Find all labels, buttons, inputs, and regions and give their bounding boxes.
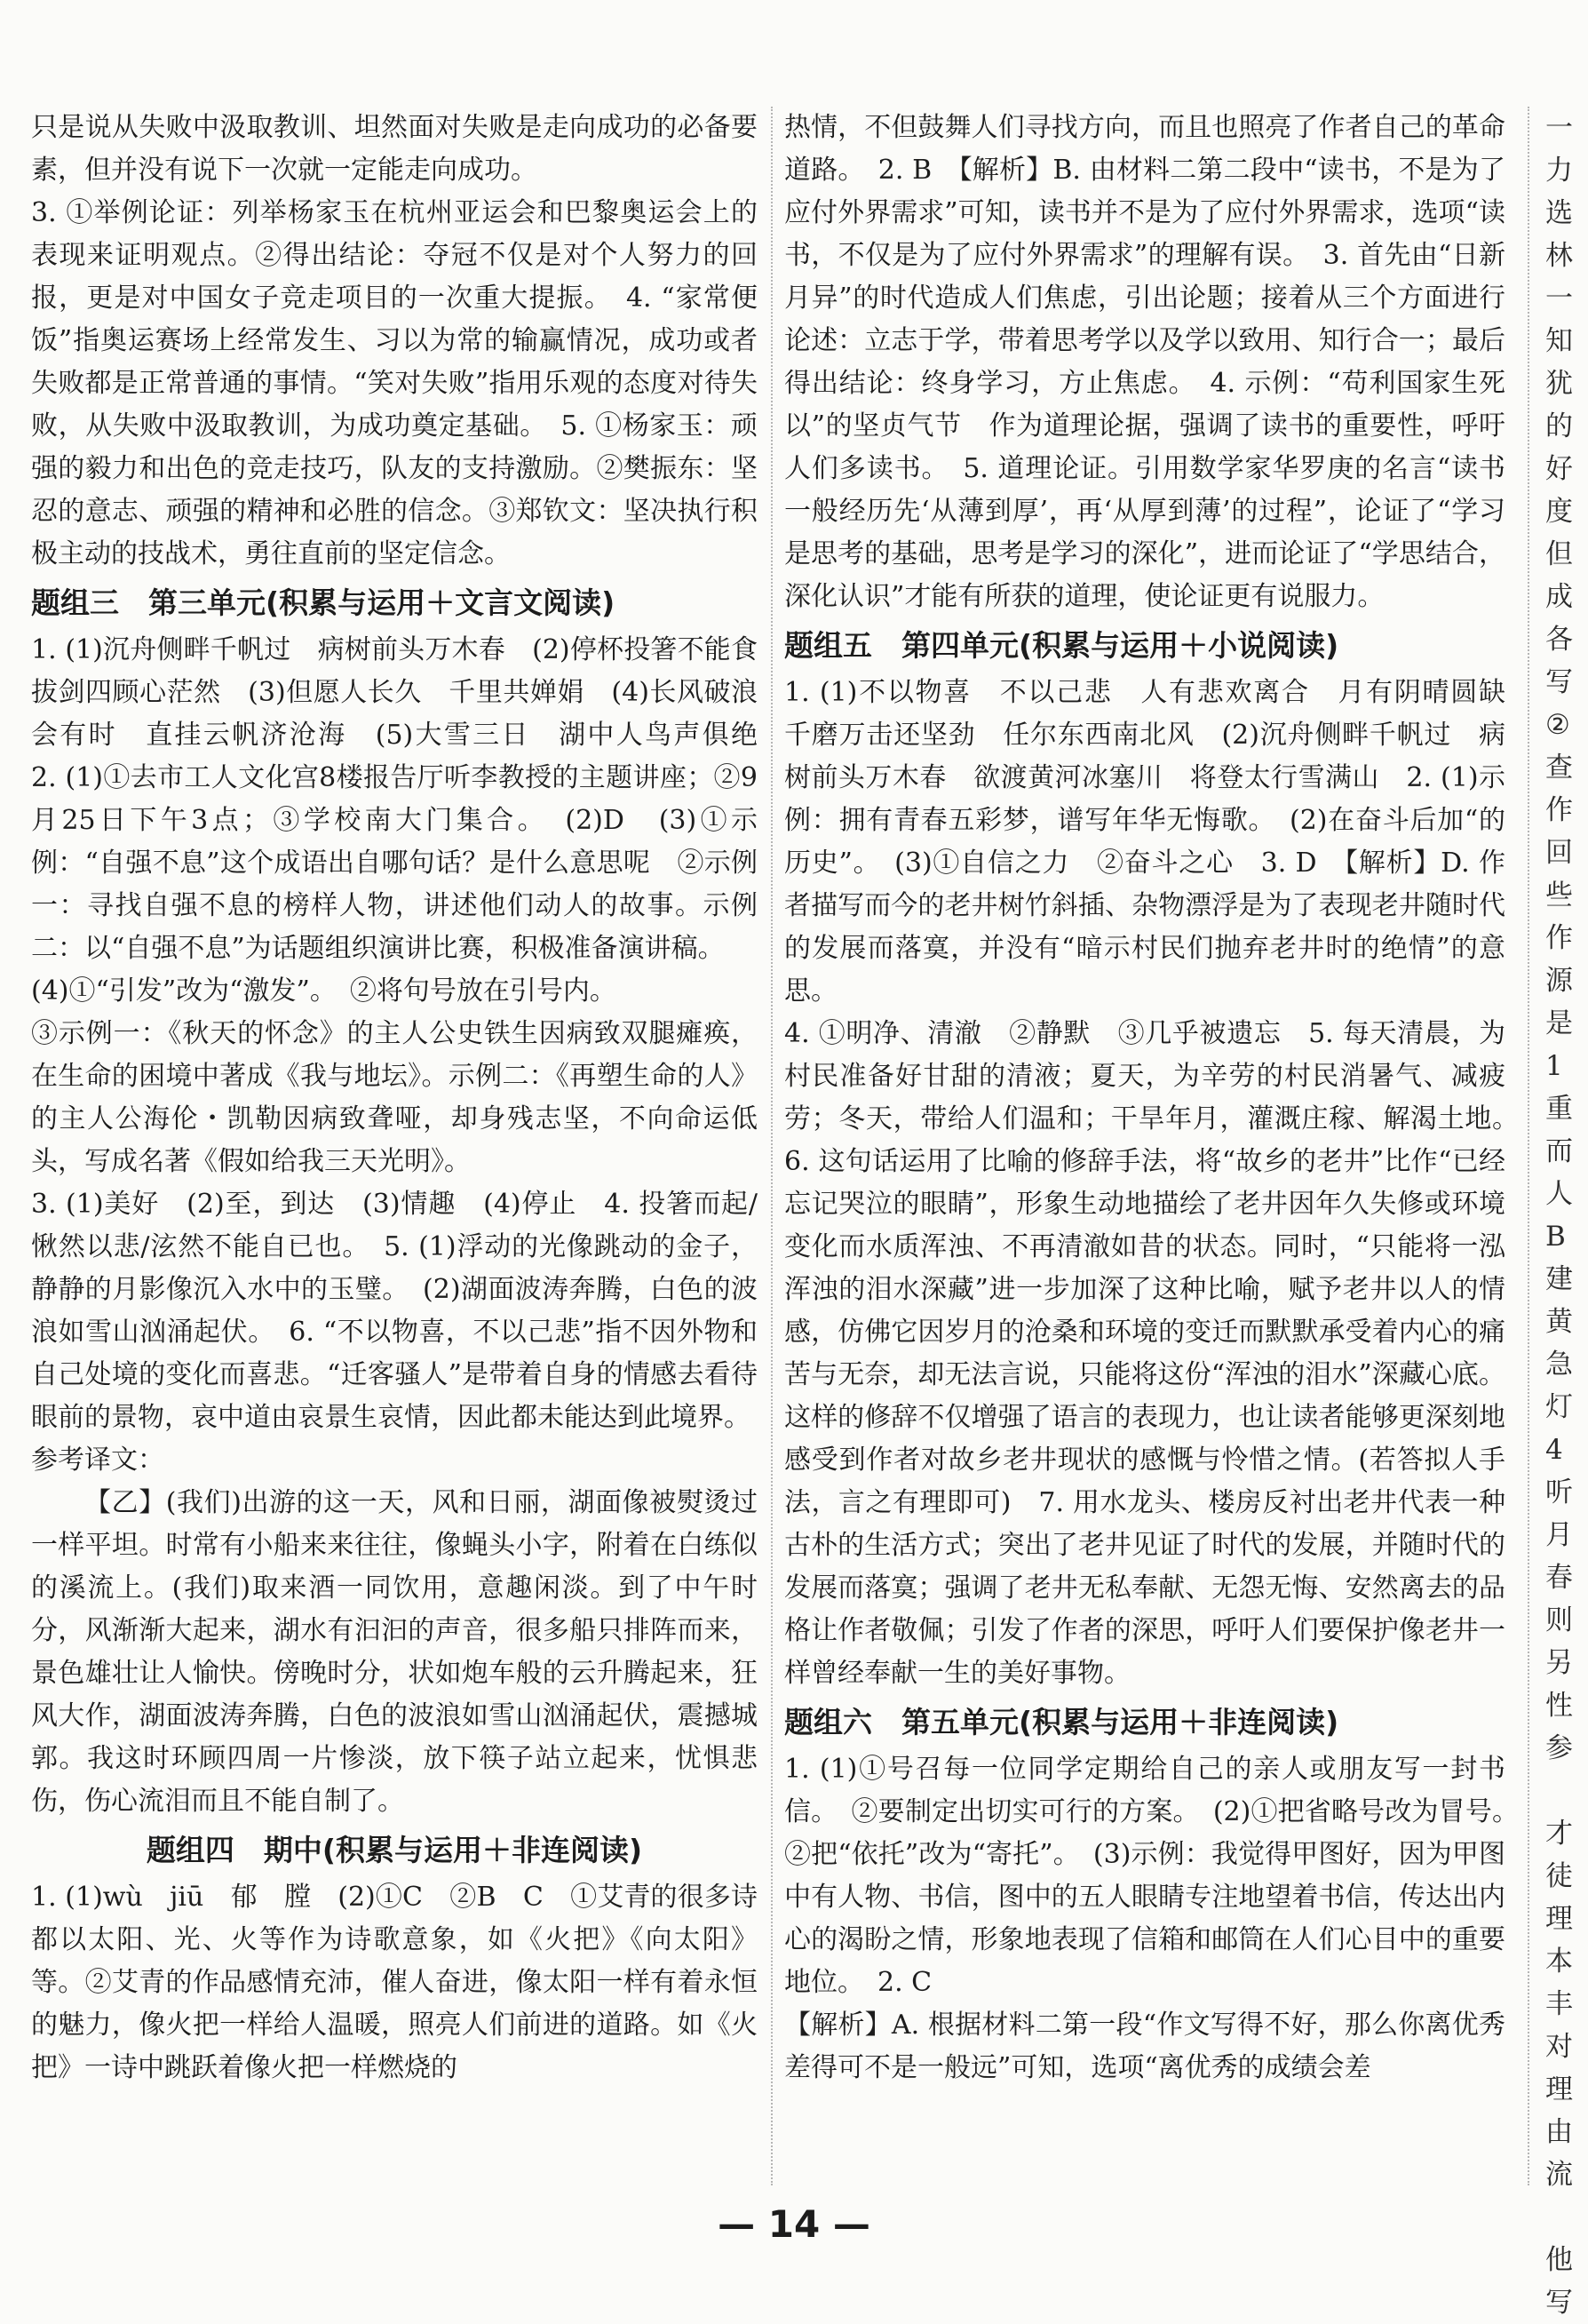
right-column-cropped	[1545, 107, 1588, 2324]
cropped-line-fragment: 作	[1545, 794, 1573, 826]
cropped-line-fragment: 本	[1545, 1946, 1573, 1978]
left-column	[31, 107, 784, 2089]
cropped-line-fragment: 一	[1545, 112, 1573, 144]
cropped-line-fragment: 徒	[1545, 1860, 1573, 1892]
cropped-line-fragment: B	[1545, 1221, 1566, 1253]
cropped-line-fragment: 4	[1545, 1434, 1563, 1466]
cropped-line-fragment: ②	[1545, 709, 1570, 741]
cropped-line-fragment: 选	[1545, 197, 1573, 229]
cropped-line-fragment: 人	[1545, 1178, 1573, 1210]
cropped-line-fragment: 些	[1545, 879, 1573, 911]
cropped-line-fragment: 度	[1545, 496, 1573, 528]
paragraph-label: 参考译文：	[31, 1445, 164, 1476]
cropped-line-fragment: 参	[1545, 1732, 1573, 1764]
cropped-line-fragment: 则	[1545, 1604, 1573, 1636]
cropped-line-fragment: 理	[1545, 2073, 1573, 2105]
cropped-line-fragment: 听	[1545, 1476, 1573, 1508]
column-divider	[771, 107, 773, 2185]
section-heading-group4: 题组四 期中(积累与运用＋非连阅读)	[146, 1833, 643, 1867]
cropped-line-fragment: 回	[1545, 837, 1573, 869]
cropped-line-fragment: 月	[1545, 1519, 1573, 1551]
cropped-line-fragment: 由	[1545, 2116, 1573, 2148]
column-divider	[1528, 107, 1529, 2185]
cropped-line-fragment: 重	[1545, 1093, 1573, 1125]
paragraph: 1. (1)不以物喜 不以己悲 人有悲欢离合 月有阴晴圆缺 千磨万击还坚劲 任尔东西南北风 (2)沉舟侧畔千帆过 病树前头万木春 欲渡黄河冰塞川 将登太行雪满山 2. (1)示例：拥有青春五彩梦，谱写年华无悔歌。 (2)在奋斗后加“的历史”。 (3)①自信之力 ②奋斗之心 3. D 【解析】D. 作者描写而今的老井树竹斜插、杂物漂浮是为了表现老井随时代的发展而落寞，并没有“暗示村民们抛弃老井时的绝情”的意思。	[784, 677, 1532, 1007]
cropped-line-fragment: 才	[1545, 1818, 1573, 1850]
section-heading-group6: 题组六 第五单元(积累与运用＋非连阅读)	[784, 1705, 1339, 1739]
cropped-line-fragment: 而	[1545, 1135, 1573, 1167]
cropped-line-fragment: 成	[1545, 581, 1573, 613]
cropped-line-fragment: 春	[1545, 1562, 1573, 1594]
cropped-line-fragment: 理	[1545, 1903, 1573, 1935]
cropped-line-fragment: 好	[1545, 453, 1573, 485]
middle-column	[784, 107, 1532, 2089]
cropped-line-fragment: 对	[1545, 2031, 1573, 2063]
cropped-line-fragment: 他	[1545, 2244, 1573, 2276]
paragraph: 1. (1)①号召每一位同学定期给自己的亲人或朋友写一封书信。 ②要制定出切实可行的方案。 (2)①把省略号改为冒号。 ②把“依托”改为“寄托”。 (3)示例：我觉得甲图好，因为甲图中有人物、书信，图中的五人眼睛专注地望着书信，传达出内心的渴盼之情，形象地表现了信箱和邮筒在人们心目中的重要地位。 2. C	[784, 1754, 1532, 1998]
cropped-line-fragment: 急	[1545, 1349, 1573, 1381]
cropped-line-fragment: 一	[1545, 283, 1573, 314]
paragraph: ③示例一：《秋天的怀念》的主人公史铁生因病致双腿瘫痪，在生命的困境中著成《我与地坛》。示例二：《再塑生命的人》的主人公海伦・凯勒因病致聋哑，却身残志坚，不向命运低头，写成名著《假如给我三天光明》。	[31, 1018, 758, 1177]
cropped-line-fragment: 作	[1545, 922, 1573, 954]
paragraph: (4)①“引发”改为“激发”。 ②将句号放在引号内。	[31, 975, 616, 1007]
cropped-line-fragment: 流	[1545, 2159, 1573, 2191]
paragraph: 1. (1)wù jiū 郁 膛 (2)①C ②B C ①艾青的很多诗都以太阳、光、火等作为诗歌意象，如《火把》《向太阳》等。②艾青的作品感情充沛，催人奋进，像太阳一样有着永恒的魅力，像火把一样给人温暖，照亮人们前进的道路。如《火把》一诗中跳跃着像火把一样燃烧的	[31, 1882, 758, 2083]
page-number: — 14 —	[718, 2202, 870, 2246]
paragraph: 3. (1)美好 (2)至，到达 (3)情趣 (4)停止 4. 投箸而起/愀然以悲/泫然不能自已也。 5. (1)浮动的光像跳动的金子，静静的月影像沉入水中的玉璧。 (2)湖面波涛奔腾，白色的波浪如雪山汹涌起伏。 6. “不以物喜，不以己悲”指不因外物和自己处境的变化而喜悲。“迁客骚人”是带着自身的情感去看待眼前的景物，哀中道由哀景生哀情，因此都未能达到此境界。	[31, 1189, 758, 1433]
paragraph: 4. ①明净、清澈 ②静默 ③几乎被遗忘 5. 每天清晨，为村民准备好甘甜的清液；夏天，为辛劳的村民消暑气、减疲劳；冬天，带给人们温和；干旱年月，灌溉庄稼、解渴土地。 6. 这句话运用了比喻的修辞手法，将“故乡的老井”比作“已经忘记哭泣的眼睛”，形象生动地描绘了老井因年久失修或环境变化而水质浑浊、不再清澈如昔的状态。同时，“只能将一泓浑浊的泪水深藏”进一步加深了这种比喻，赋予老井以人的情感，仿佛它因岁月的沧桑和环境的变迁而默默承受着内心的痛苦与无奈，却无法言说，只能将这份“浑浊的泪水”深藏心底。这样的修辞不仅增强了语言的表现力，也让读者能够更深刻地感受到作者对故乡老井现状的感慨与怜惜之情。(若答拟人手法，言之有理即可) 7. 用水龙头、楼房反衬出老井代表一种古朴的生活方式；突出了老井见证了时代的发展，并随时代的发展而落寞；强调了老井无私奉献、无怨无悔、安然离去的品格让作者敬佩；引发了作者的深思，呼吁人们要保护像老井一样曾经奉献一生的美好事物。	[784, 1018, 1532, 1689]
cropped-line-fragment: 但	[1545, 538, 1573, 570]
section-heading-group3: 题组三 第三单元(积累与运用＋文言文阅读)	[31, 585, 615, 620]
cropped-line-fragment: 黄	[1545, 1306, 1573, 1338]
cropped-line-fragment: 知	[1545, 325, 1573, 357]
section-heading-group5: 题组五 第四单元(积累与运用＋小说阅读)	[784, 628, 1339, 663]
cropped-line-fragment: 另	[1545, 1647, 1573, 1679]
paragraph: 1. (1)沉舟侧畔千帆过 病树前头万木春 (2)停杯投箸不能食 拔剑四顾心茫然 (3)但愿人长久 千里共婵娟 (4)长风破浪会有时 直挂云帆济沧海 (5)大雪三日 湖中人鸟声俱绝 2. (1)①去市工人文化宫8楼报告厅听李教授的主题讲座；②9月25日下午3点；③学校南大门集合。 (2)D (3)①示例：“自强不息”这个成语出自哪句话？是什么意思呢 ②示例一：寻找自强不息的榜样人物，讲述他们动人的故事。示例二：以“自强不息”为话题组织演讲比赛，积极准备演讲稿。	[31, 634, 784, 964]
cropped-line-fragment: 写	[1545, 666, 1573, 698]
cropped-line-fragment: 力	[1545, 155, 1573, 187]
cropped-line-fragment: 丰	[1545, 1988, 1573, 2020]
cropped-line-fragment: 的	[1545, 410, 1573, 442]
paragraph: 【解析】A. 根据材料二第一段“作文写得不好，那么你离优秀差得可不是一般远”可知，选项“离优秀的成绩会差	[784, 2010, 1505, 2083]
cropped-line-fragment: 灯	[1545, 1391, 1573, 1423]
cropped-line-fragment: 查	[1545, 752, 1573, 784]
paragraph: 只是说从失败中汲取教训、坦然面对失败是走向成功的必备要素，但并没有说下一次就一定能走向成功。	[31, 112, 758, 186]
cropped-line-fragment: 写	[1545, 2287, 1573, 2319]
cropped-line-fragment: 是	[1545, 1007, 1573, 1039]
cropped-line-fragment: 各	[1545, 624, 1573, 656]
paragraph: 3. ①举例论证：列举杨家玉在杭州亚运会和巴黎奥运会上的表现来证明观点。②得出结论：夺冠不仅是对个人努力的回报，更是对中国女子竞走项目的一次重大提振。 4. “家常便饭”指奥运赛场上经常发生、习以为常的输赢情况，成功或者失败都是正常普通的事情。“笑对失败”指用乐观的态度对待失败，从失败中汲取教训，为成功奠定基础。 5. ①杨家玉：顽强的毅力和出色的竞走技巧，队友的支持激励。②樊振东：坚忍的意志、顽强的精神和必胜的信念。③郑钦文：坚决执行积极主动的技战术，勇往直前的坚定信念。	[31, 197, 758, 569]
cropped-line-fragment	[1545, 1770, 1588, 1812]
cropped-line-fragment: 犹	[1545, 368, 1573, 400]
cropped-line-fragment: 源	[1545, 965, 1573, 997]
translation-paragraph: 【乙】(我们)出游的这一天，风和日丽，湖面像被熨烫过一样平坦。时常有小船来来往往，像蝇头小字，附着在白练似的溪流上。(我们)取来酒一同饮用，意趣闲淡。到了中午时分，风渐渐大起来，湖水有汩汩的声音，很多船只排阵而来，景色雄壮让人愉快。傍晚时分，状如炮车般的云升腾起来，狂风大作，湖面波涛奔腾，白色的波浪如雪山汹涌起伏，震撼城郭。我这时环顾四周一片惨淡，放下筷子站立起来，忧惧悲伤，伤心流泪而且不能自制了。	[31, 1487, 758, 1817]
cropped-line-fragment: 1	[1545, 1050, 1563, 1082]
cropped-line-fragment: 建	[1545, 1263, 1573, 1295]
cropped-line-fragment: 林	[1545, 240, 1573, 272]
cropped-line-fragment: 性	[1545, 1690, 1573, 1722]
paragraph: 热情，不但鼓舞人们寻找方向，而且也照亮了作者自己的革命道路。 2. B 【解析】B. 由材料二第二段中“读书，不是为了应付外界需求”可知，读书并不是为了应付外界需求，选项“读书，不仅是为了应付外界需求”的理解有误。 3. 首先由“日新月异”的时代造成人们焦虑，引出论题；接着从三个方面进行论述：立志于学，带着思考学以及学以致用、知行合一；最后得出结论：终身学习，方止焦虑。 4. 示例：“苟利国家生死以”的坚贞气节 作为道理论据，强调了读书的重要性，呼吁人们多读书。 5. 道理论证。引用数学家华罗庚的名言“读书一般经历先‘从薄到厚’，再‘从厚到薄’的过程”，论证了“学习是思考的基础，思考是学习的深化”，进而论证了“学思结合，深化认识”才能有所获的道理，使论证更有说服力。	[784, 112, 1505, 612]
